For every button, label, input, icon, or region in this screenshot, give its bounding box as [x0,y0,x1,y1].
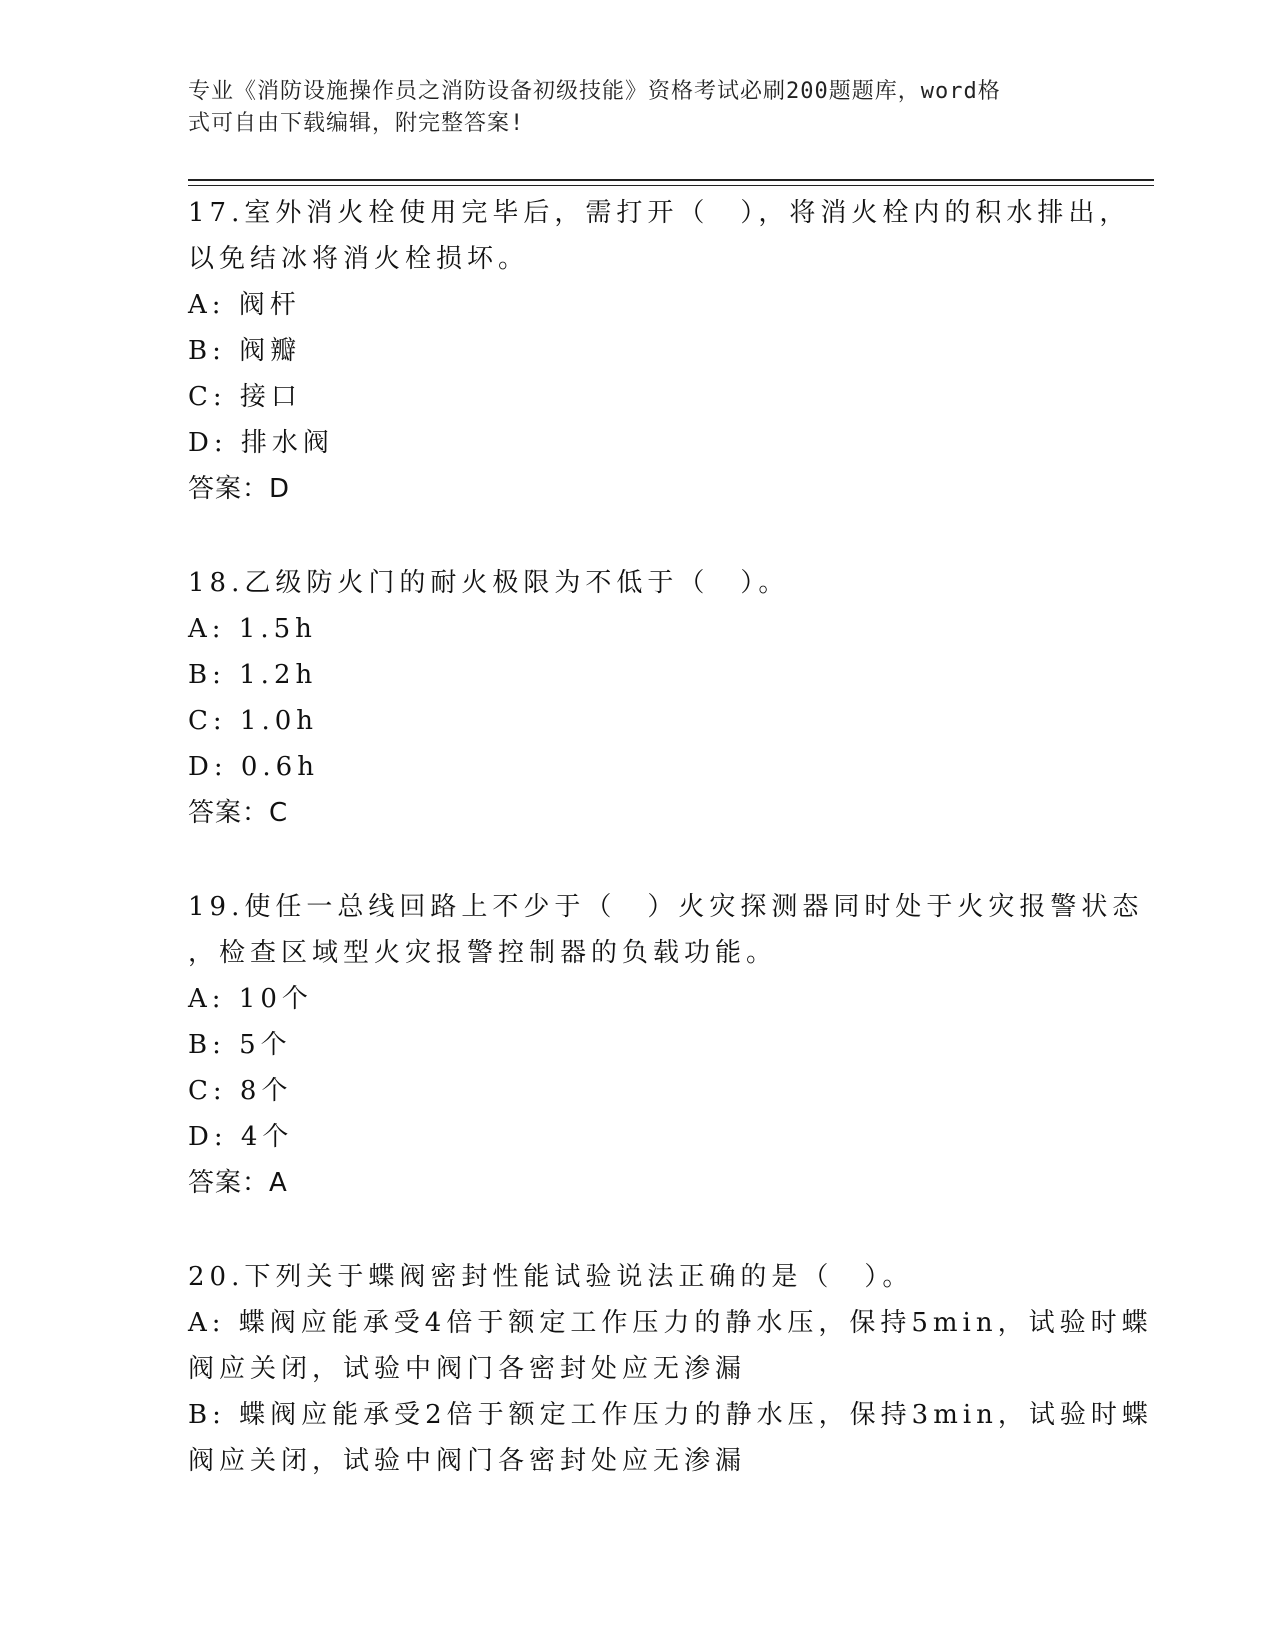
option-a: A: 10个 [188,984,313,1014]
question-stem [188,190,1131,282]
header-rule-thin [188,185,1154,186]
question-17 [188,190,1131,512]
option-b: B: 5个 [188,1030,292,1060]
stem-line: 17.室外消火栓使用完毕后，需打开（ ），将消火栓内的积水排出， [188,198,1131,228]
option-d: D: 4个 [188,1122,294,1152]
option-c: C: 1.0h [188,706,319,736]
option-b: B: 阀瓣 [188,336,302,366]
answer-line: 答案：D [188,474,291,504]
option-d: D: 0.6h [188,752,319,782]
option-a: A: 1.5h [188,614,317,644]
header-line-1: 专业《消防设施操作员之消防设备初级技能》资格考试必刷200题题库，word格 [188,79,1001,104]
option-b: B: 蝶阀应能承受2倍于额定工作压力的静水压，保持3min，试验时蝶 [188,1400,1153,1430]
option-a-continued: 阀应关闭，试验中阀门各密封处应无渗漏 [188,1354,747,1384]
question-stem [188,560,1088,606]
document-header [188,76,1068,140]
header-rule-thick [188,179,1154,181]
question-18 [188,560,1088,836]
question-20 [188,1254,1153,1484]
option-c: C: 接口 [188,382,302,412]
answer-line: 答案：C [188,798,289,828]
stem-line: 19.使任一总线回路上不少于（ ）火灾探测器同时处于火灾报警状态 [188,892,1144,922]
header-line-2: 式可自由下载编辑，附完整答案! [188,111,525,136]
option-d: D: 排水阀 [188,428,334,458]
option-a: A: 蝶阀应能承受4倍于额定工作压力的静水压，保持5min，试验时蝶 [188,1308,1153,1338]
question-list [188,190,1153,1532]
question-stem [188,884,1144,976]
option-b: B: 1.2h [188,660,318,690]
option-b-continued: 阀应关闭，试验中阀门各密封处应无渗漏 [188,1446,747,1476]
stem-line: 18.乙级防火门的耐火极限为不低于（ ）。 [188,568,790,598]
option-c: C: 8个 [188,1076,293,1106]
option-a: A: 阀杆 [188,290,301,320]
stem-line: 20.下列关于蝶阀密封性能试验说法正确的是（ ）。 [188,1262,914,1292]
stem-line: 以免结冰将消火栓损坏。 [188,244,530,274]
question-stem [188,1254,1088,1300]
stem-line: ，检查区域型火灾报警控制器的负载功能。 [188,938,778,968]
answer-line: 答案：A [188,1168,288,1198]
question-19 [188,884,1144,1206]
